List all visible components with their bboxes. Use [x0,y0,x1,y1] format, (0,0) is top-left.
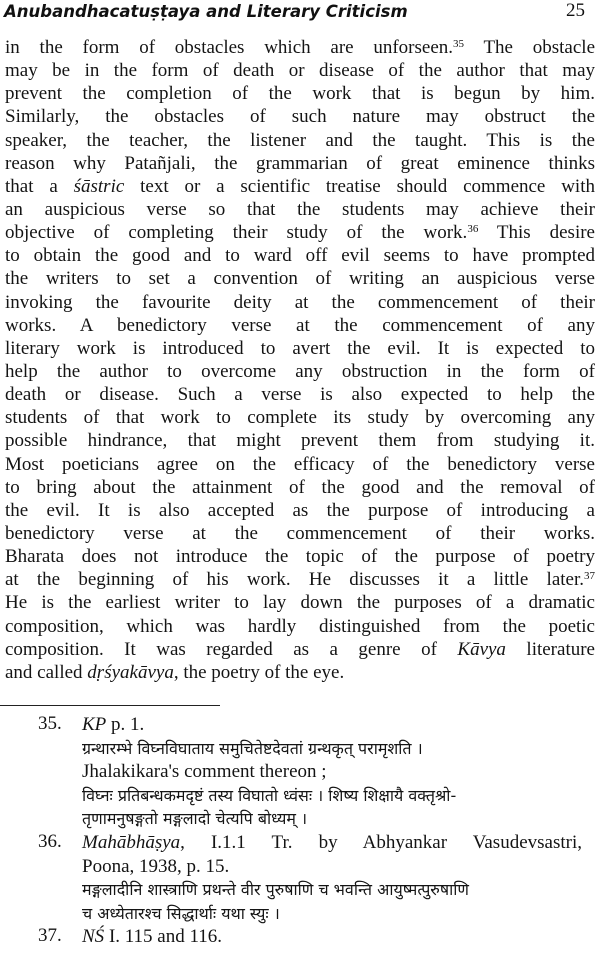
body-line: help the author to overcome any obstruction in the form of [5,360,595,382]
footnote-citation: Mahābhāṣya, I.1.1 Tr. by Abhyankar Vasudevsastri, [82,831,582,853]
body-line: an auspicious verse so that the students may achieve their [5,198,595,220]
footnotes [0,713,600,949]
footnote-ref-37[interactable]: 37 [584,570,595,583]
body-line: at the beginning of his work. He discusses it a little later.$^{37}$ [5,569,595,591]
body-line: to bring about the attainment of the good and the removal of [5,476,595,498]
body-line: composition. It was regarded as a genre of Kāvya literature [5,638,595,660]
body-line: Bharata does not introduce the topic of the purpose of poetry [5,546,595,568]
footnote-ref-35[interactable]: 35 [453,38,465,50]
body-line: prevent the completion of the work that is begun by him. [5,83,595,105]
body-line: students of that work to complete its study by overcoming any [5,407,595,429]
footnote-citation: NŚ I. 115 and 116. [82,926,223,948]
body-line: to obtain the good and to ward off evil seems to have prompted [5,245,595,267]
body-line: invoking the favourite deity at the commencement of their [5,291,595,313]
body-line: Most poeticians agree on the efficacy of the benedictory verse [5,453,595,475]
footnote-number: 36. [38,830,62,852]
footnote-citation: KP p. 1. [82,714,145,735]
body-paragraph [5,36,595,684]
body-line: He is the earliest writer to lay down the purposes of a dramatic [5,592,595,614]
footnote-ref-36[interactable]: 36 [467,223,479,236]
body-line: reason why Patañjali, the grammarian of great eminence thinks [5,152,595,174]
running-header [0,0,600,26]
sanskrit-quote: च अध्येतारश्च सिद्धार्थाः यथा स्युः । [82,903,280,923]
italic-term: dṛśyakāvya [87,661,174,683]
footnote-citation-cont: Poona, 1938, p. 15. [82,855,230,877]
body-line: the evil. It is also accepted as the purpose of introducing a [5,499,595,521]
body-line: literary work is introduced to avert the evil. It is expected to [5,337,595,359]
footnote-number: 35. [38,713,62,734]
page-number: 25 [566,0,585,21]
body-line: speaker, the teacher, the listener and the taught. This is the [5,129,595,151]
body-line: composition, which was hardly distinguished from the poetic [5,615,595,637]
body-line: works. A benedictory verse at the commencement of any [5,314,595,336]
sanskrit-quote: मङ्गलादीनि शास्त्राणि प्रथन्ते वीर पुरुषाणि च भवन्ति आयुष्मत्पुरुषाणि [82,880,469,900]
footnote-35 [0,713,600,831]
body-line: possible hindrance, that might prevent them from studying it. [5,430,595,452]
italic-term: śāstric [73,175,125,197]
footnote-comment: Jhalakikara's comment thereon ; [82,761,327,783]
sanskrit-quote: विघ्नः प्रतिबन्धकमदृष्टं तस्य विघातो ध्वंसः । शिष्य शिक्षायै वक्तृश्रो- [82,785,457,805]
running-title: Anubandhacatuṣṭaya and Literary Criticism [4,2,408,21]
footnote-37 [0,925,600,949]
footnote-number: 37. [38,925,62,947]
body-line: Similarly, the obstacles of such nature may obstruct the [5,106,595,128]
italic-term: Kāvya [457,638,506,660]
footnote-36 [0,831,600,925]
sanskrit-quote: ग्रन्थारम्भे विघ्नविघाताय समुचितेष्टदेवतां ग्रन्थकृत् परामृशति । [82,738,423,758]
body-line: in the form of obstacles which are unforseen.$^{35}$ The obstacle [5,37,596,58]
body-line: and called dṛśyakāvya, the poetry of the eye. [5,661,345,683]
body-line: death or disease. Such a verse is also expected to help the [5,384,595,406]
body-line: may be in the form of death or disease of the author that may [5,60,595,82]
footnote-separator [0,705,220,706]
body-line: the writers to set a convention of writing an auspicious verse [5,268,595,290]
sanskrit-quote: तृणामनुषङ्गतो मङ्गलादो चेत्यपि बोध्यम् । [82,809,308,829]
body-line: that a śāstric text or a scientific treatise should commence with [5,175,595,197]
body-line: objective of completing their study of the work.$^{36}$ This desire [5,222,595,244]
body-line: benedictory verse at the commencement of their works. [5,522,595,544]
